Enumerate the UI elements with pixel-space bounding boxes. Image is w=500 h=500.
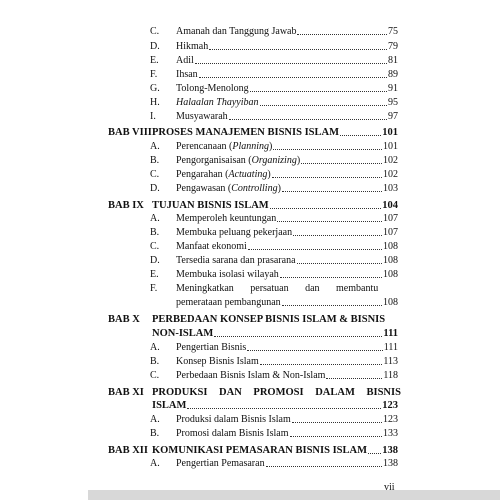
dot-leader (229, 111, 387, 120)
entry-text-planning: Perencanaan (Planning) (176, 141, 273, 152)
chapter-heading-continued: NON-ISLAM 111 (152, 328, 398, 339)
dot-leader (340, 127, 381, 136)
toc-entry: C. Pengarahan (Actuating) 102 (150, 169, 398, 180)
dot-leader (293, 227, 382, 236)
dot-leader (248, 241, 382, 250)
toc-entry: H. Halaalan Thayyiban 95 (150, 97, 398, 108)
chapter-heading: BAB VIII PROSES MANAJEMEN BISNIS ISLAM 101 (108, 127, 398, 138)
dot-leader (272, 169, 382, 178)
toc-entry: B. Pengorganisaisan (Organizing) 102 (150, 155, 398, 166)
dot-leader (326, 370, 382, 379)
toc-entry: B. Konsep Bisnis Islam 113 (150, 356, 398, 367)
entry-text-controlling: Pengawasan (Controlling) (176, 183, 281, 194)
toc-entry: B. Promosi dalam Bisnis Islam 133 (150, 428, 398, 439)
toc-entry: A. Memperoleh keuntungan 107 (150, 213, 398, 224)
toc-entry: A. Perencanaan (Planning) 101 (150, 141, 398, 152)
dot-leader (260, 356, 383, 365)
toc-entry: C. Perbedaan Bisnis Islam & Non-Islam 118 (150, 370, 398, 381)
dot-leader (297, 26, 387, 35)
dot-leader (195, 55, 387, 64)
page-number: vii (384, 482, 395, 493)
toc-entry: A. Produksi dalam Bisnis Islam 123 (150, 414, 398, 425)
toc-entry: C. Amanah dan Tanggung Jawab 75 (150, 26, 398, 37)
toc-entry: C. Manfaat ekonomi 108 (150, 241, 398, 252)
toc-entry: F. Meningkatkan persatuan dan membantu (150, 283, 379, 294)
entry-text-organizing: Pengorganisaisan (Organizing) (176, 155, 301, 166)
toc-entry: A. Pengertian Bisnis 111 (150, 342, 398, 353)
dot-leader (209, 41, 387, 50)
dot-leader (266, 458, 382, 467)
toc-entry: pemerataan pembangunan 108 (176, 297, 398, 308)
toc-entry: G. Tolong-Menolong 91 (150, 83, 398, 94)
entry-text-actuating: Pengarahan (Actuating) (176, 169, 271, 180)
dot-leader (280, 269, 382, 278)
dot-leader (260, 97, 388, 106)
dot-leader (301, 155, 382, 164)
toc-entry: D. Tersedia sarana dan prasarana 108 (150, 255, 398, 266)
toc-entry: D. Hikmah 79 (150, 41, 398, 52)
toc-entry: E. Membuka isolasi wilayah 108 (150, 269, 398, 280)
dot-leader (290, 428, 383, 437)
toc-entry: F. Ihsan 89 (150, 69, 398, 80)
dot-leader (187, 400, 381, 409)
dot-leader (199, 69, 387, 78)
toc-entry: E. Adil 81 (150, 55, 398, 66)
toc-entry: A. Pengertian Pemasaran 138 (150, 458, 398, 469)
chapter-heading: BAB XII KOMUNIKASI PEMASARAN BISNIS ISLAM 138 (108, 445, 398, 456)
chapter-heading: BAB IX TUJUAN BISNIS ISLAM 104 (108, 200, 398, 211)
toc-entry: D. Pengawasan (Controlling) 103 (150, 183, 398, 194)
dot-leader (292, 414, 382, 423)
toc-entry: B. Membuka peluang pekerjaan 107 (150, 227, 398, 238)
dot-leader (282, 183, 382, 192)
chapter-heading: BAB X PERBEDAAN KONSEP BISNIS ISLAM & BISNIS (108, 314, 386, 325)
toc-entry: I. Musyawarah 97 (150, 111, 398, 122)
chapter-heading-continued: ISLAM 123 (152, 400, 398, 411)
chapter-heading: BAB XI PRODUKSI DAN PROMOSI DALAM BISNIS (108, 387, 401, 398)
page-edge-shadow (88, 490, 500, 500)
dot-leader (214, 328, 382, 337)
dot-leader (297, 255, 382, 264)
dot-leader (282, 297, 382, 306)
dot-leader (270, 200, 382, 209)
dot-leader (250, 83, 387, 92)
dot-leader (273, 141, 382, 150)
dot-leader (247, 342, 382, 351)
dot-leader (277, 213, 382, 222)
dot-leader (368, 445, 381, 454)
